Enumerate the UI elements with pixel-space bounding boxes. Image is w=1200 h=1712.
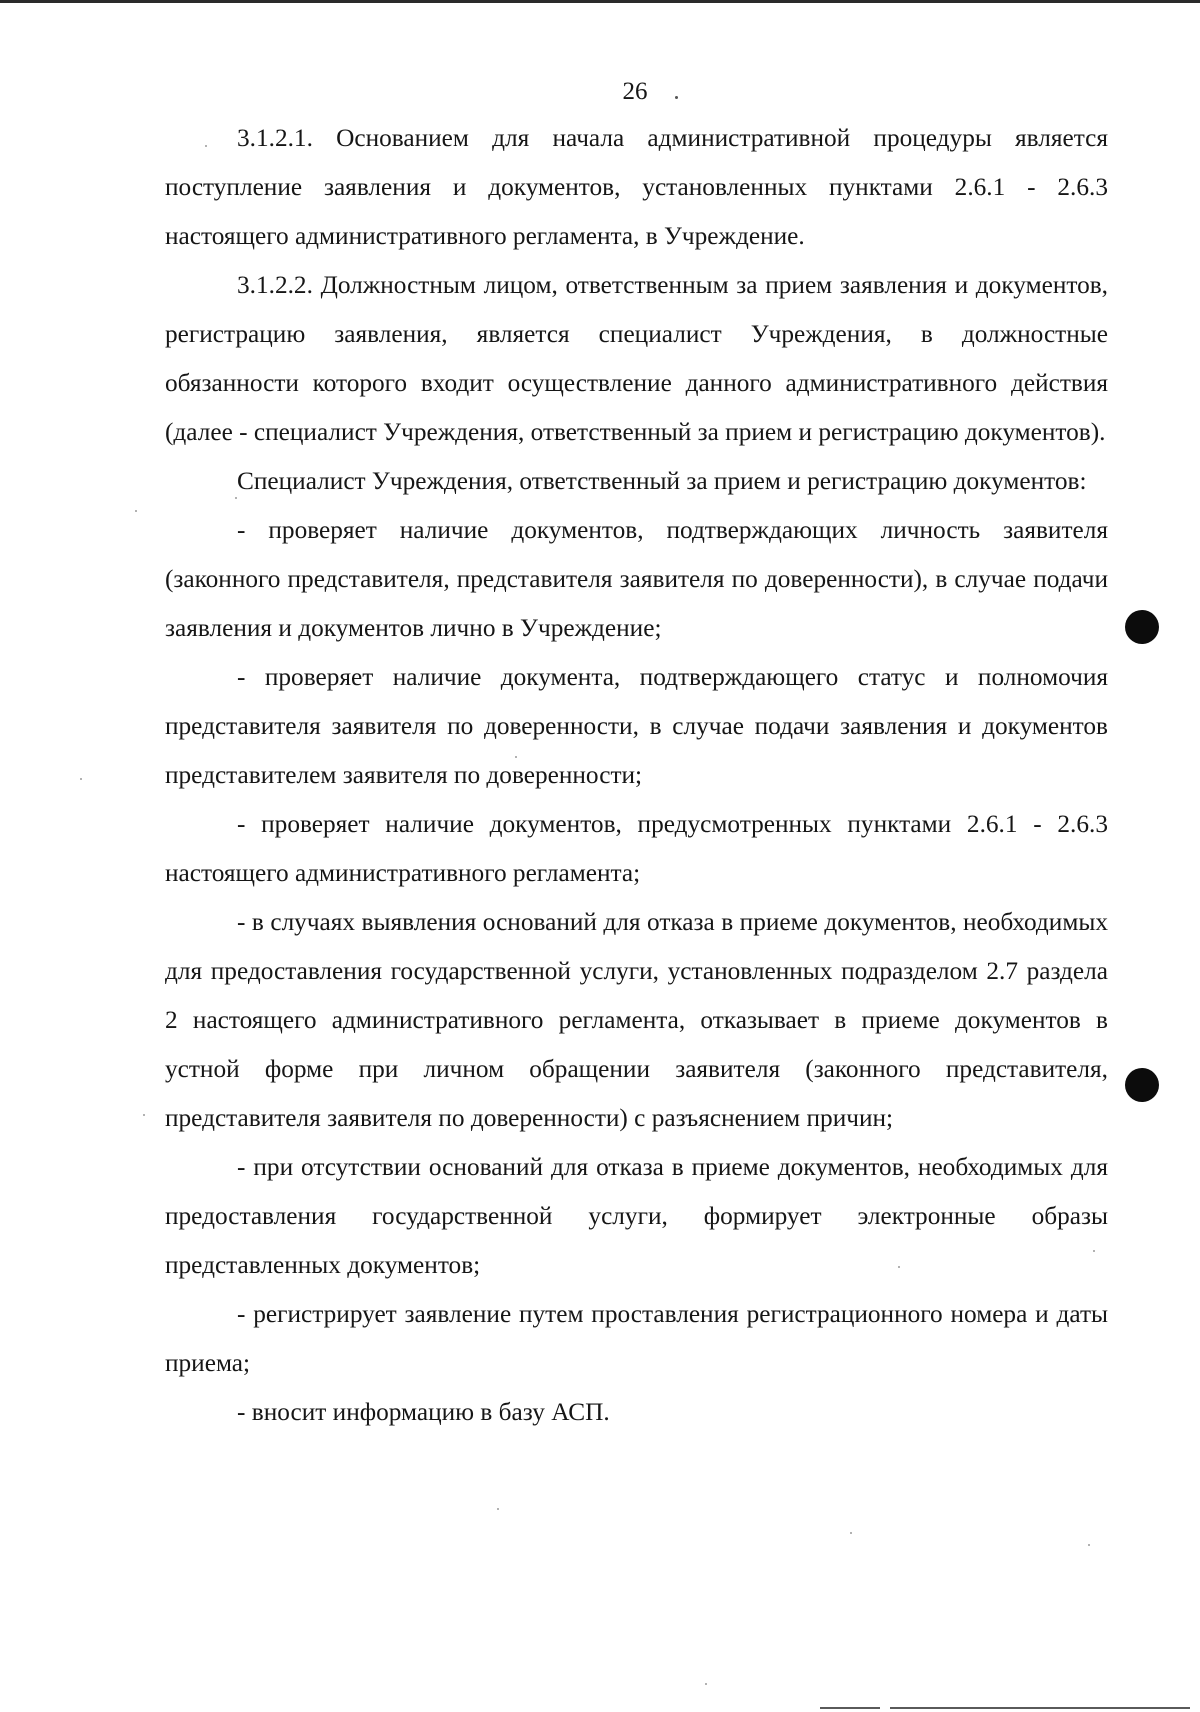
list-item-electronic-images: - при отсутствии оснований для отказа в приеме документов, необходимых для предоставления государственной услуги, формирует электронные образы представленных документов; xyxy=(165,1153,1108,1279)
list-item-registration: - регистрирует заявление путем проставления регистрационного номера и даты приема; xyxy=(165,1300,1108,1377)
scan-speck xyxy=(898,1266,900,1268)
paragraph-3-1-2-2: 3.1.2.2. Должностным лицом, ответственным за прием заявления и документов, регистрацию заявления, является специалист Учреждения, в должностные обязанности которого входит осуществление данного административного действия (далее - специалист Учреждения, ответственный за прием и регистрацию документов). xyxy=(165,271,1108,446)
scan-bottom-edge xyxy=(820,1707,880,1709)
page-number: 26 xyxy=(622,78,648,105)
scan-speck xyxy=(705,1683,707,1685)
scan-speck xyxy=(143,1114,145,1116)
list-item-authority-check: - проверяет наличие документа, подтверждающего статус и полномочия представителя заявителя по доверенности, в случае подачи заявления и документов представителем заявителя по доверенности; xyxy=(165,663,1108,789)
punch-hole-mark xyxy=(1125,1068,1159,1102)
paragraph-specialist-intro: Специалист Учреждения, ответственный за прием и регистрацию документов: xyxy=(237,467,1087,495)
scan-speck xyxy=(80,778,82,780)
scan-speck xyxy=(235,497,237,499)
scan-speck xyxy=(205,145,207,147)
list-item-identity-check: - проверяет наличие документов, подтверждающих личность заявителя (законного представителя, представителя заявителя по доверенности), в случае подачи заявления и документов лично в Учреждение; xyxy=(165,516,1108,642)
scan-bottom-edge xyxy=(890,1707,1190,1709)
list-item-refusal: - в случаях выявления оснований для отказа в приеме документов, необходимых для предоставления государственной услуги, установленных подразделом 2.7 раздела 2 настоящего административного регламента, отказывает в приеме документов в устной форме при личном обращении заявителя (законного представителя, представителя заявителя по доверенности) с разъяснением причин; xyxy=(165,908,1108,1132)
scan-speck xyxy=(1088,1544,1090,1546)
scan-speck xyxy=(135,510,137,512)
list-item-documents-check: - проверяет наличие документов, предусмотренных пунктами 2.6.1 - 2.6.3 настоящего административного регламента; xyxy=(165,810,1108,887)
punch-hole-mark xyxy=(1125,610,1159,644)
scan-speck xyxy=(850,1532,852,1534)
scan-speck xyxy=(1093,1250,1095,1252)
scan-speck xyxy=(515,756,517,758)
list-item-asp-entry: - вносит информацию в базу АСП. xyxy=(237,1398,610,1426)
scan-speck xyxy=(675,96,678,99)
paragraph-3-1-2-1: 3.1.2.1. Основанием для начала административной процедуры является поступление заявления и документов, установленных пунктами 2.6.1 - 2.6.3 настоящего административного регламента, в Учреждение. xyxy=(165,124,1108,250)
scan-top-edge xyxy=(0,0,1200,3)
document-text xyxy=(165,114,1108,1437)
scan-speck xyxy=(497,1508,499,1510)
